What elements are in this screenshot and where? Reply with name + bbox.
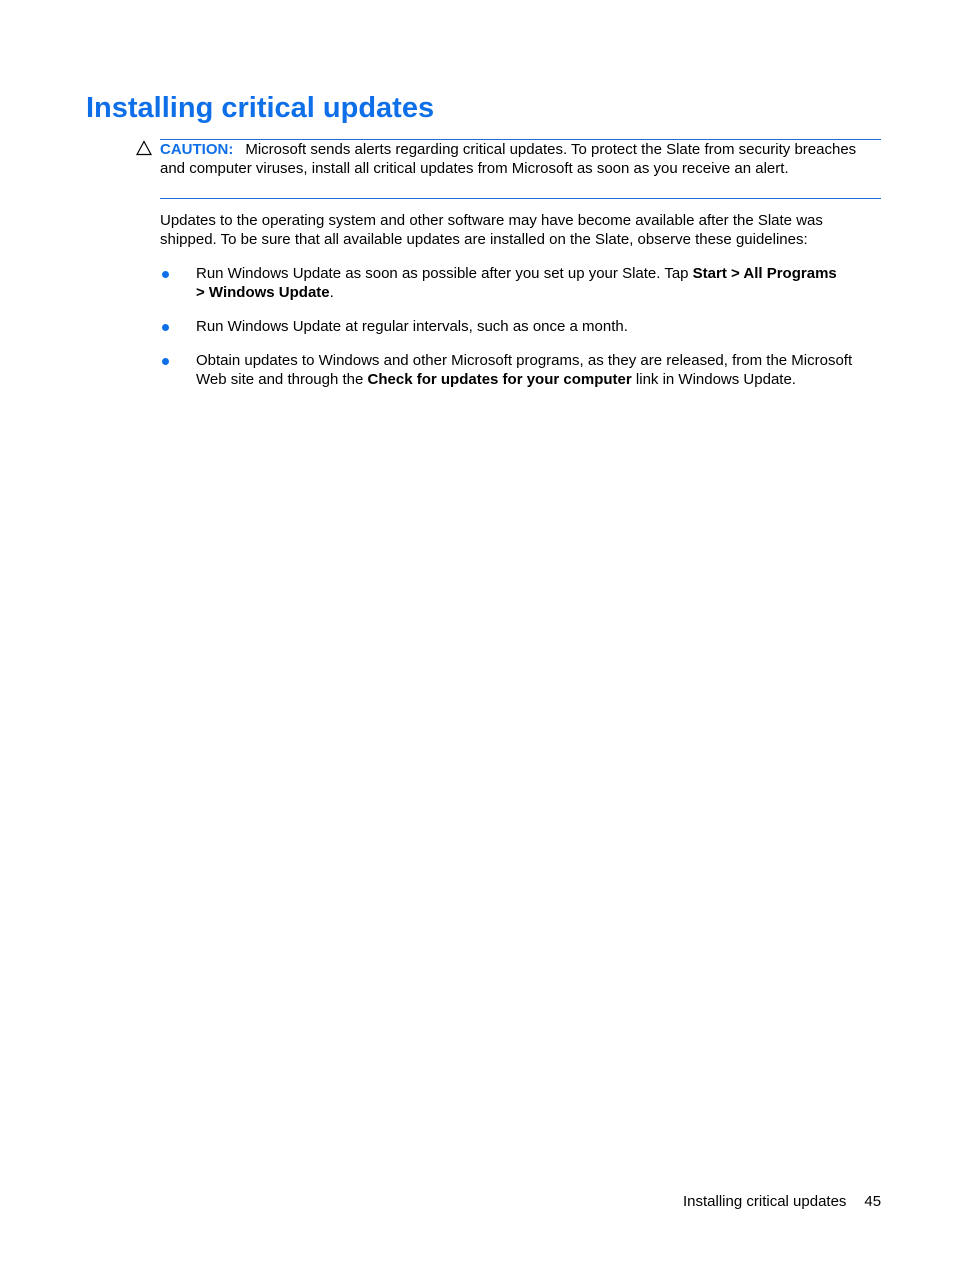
warning-triangle-icon <box>136 140 152 156</box>
intro-paragraph: Updates to the operating system and other software may have become available after the Slate was shipped. To be sure that all available updates are installed on the Slate, observe these guidelines: <box>160 212 823 248</box>
list-item-text: Run Windows Update at regular intervals, such as once a month. <box>196 318 628 335</box>
bullet-icon <box>162 358 169 365</box>
footer-page-number: 45 <box>864 1193 882 1210</box>
page-footer <box>683 1192 881 1211</box>
bullet-icon <box>162 271 169 278</box>
caution-paragraph <box>160 140 881 178</box>
bullet-icon <box>162 324 169 331</box>
list-item <box>160 351 866 389</box>
caution-text: Microsoft sends alerts regarding critical updates. To protect the Slate from security breaches and computer viruses, install all critical updates from Microsoft as soon as you receive an alert. <box>160 141 857 177</box>
guidelines-list <box>160 264 881 404</box>
list-item-bold-text: Check for updates for your computer <box>367 371 632 388</box>
caution-label: CAUTION: <box>160 141 234 158</box>
list-item-text: Obtain updates to Windows and other Microsoft programs, as they are released, from the Microsoft Web site and through the <box>196 352 853 388</box>
list-item <box>160 264 846 302</box>
caution-notice <box>160 139 881 199</box>
list-item-text: link in Windows Update. <box>631 371 796 388</box>
list-item <box>160 317 866 336</box>
list-item-text: . <box>329 284 334 301</box>
list-item-bold-text: Start > All Programs > Windows Update <box>196 265 837 301</box>
footer-section-title: Installing critical updates <box>683 1193 847 1210</box>
page-title: Installing critical updates <box>86 92 435 124</box>
list-item-text: Run Windows Update as soon as possible after you set up your Slate. Tap <box>196 265 693 282</box>
